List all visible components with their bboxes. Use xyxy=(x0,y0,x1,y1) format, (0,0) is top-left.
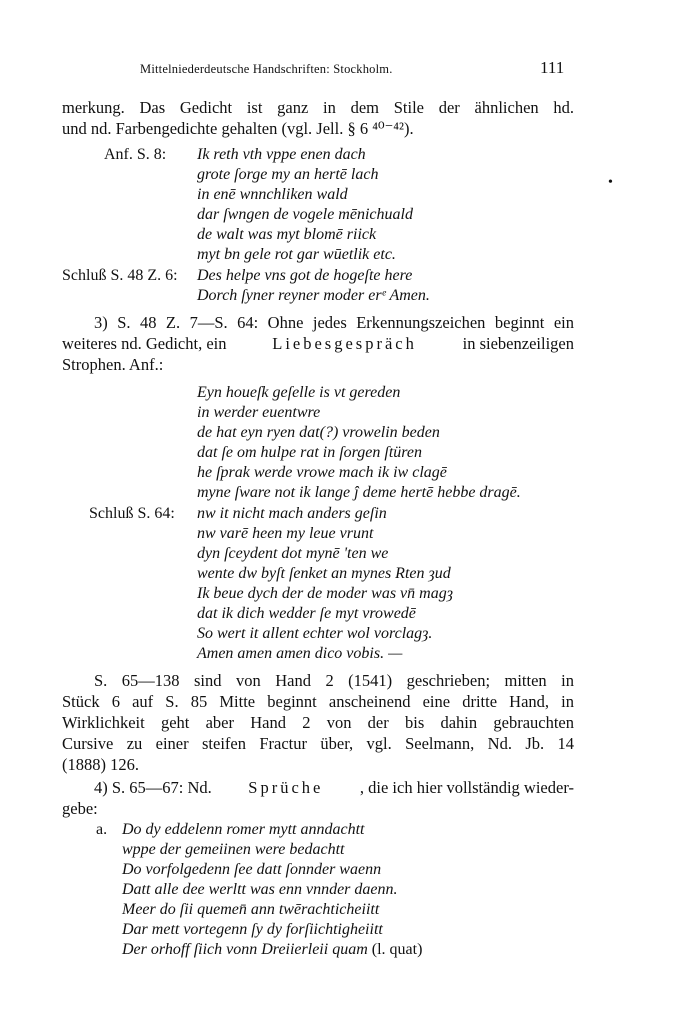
poem-line: dat ſe om hulpe rat in ſorgen ſtüren xyxy=(197,444,423,461)
poem-line: myt bn gele rot gar wūetlik etc. xyxy=(197,246,396,263)
section4-text: 4) S. 65—67: Nd. xyxy=(94,778,212,797)
poem-line: he ſprak werde vrowe mach ik iw clagē xyxy=(197,464,447,481)
intro-line-2: und nd. Farbengedichte gehalten (vgl. Jell. § 6 ⁴⁰⁻⁴²). xyxy=(62,119,414,138)
poem-line: grote ſorge my an hertē lach xyxy=(197,166,379,183)
poem-line: de hat eyn ryen dat(?) vrowelin beden xyxy=(197,424,440,441)
poem-line: Dar mett vortegenn ſy dy forſiichtigheiitt xyxy=(122,921,383,938)
hand-para-line: Wirklichkeit geht aber Hand 2 von der bis dahin gebrauchten xyxy=(62,713,574,732)
poem-line: Amen amen amen dico vobis. — xyxy=(197,645,403,662)
poem-line: nw varē heen my leue vrunt xyxy=(197,525,374,542)
section3-text: weiteres nd. Gedicht, ein xyxy=(62,334,227,353)
poem-line: in werder euentwre xyxy=(197,404,321,421)
poem-line: Datt alle dee werltt was enn vnnder daenn. xyxy=(122,881,398,898)
poem-line: dar ſwngen de vogele mēnichuald xyxy=(197,206,413,223)
poem-line: Ik beue dych der de moder was vn̄ magȝ xyxy=(197,585,453,602)
page-number: 111 xyxy=(540,58,565,77)
poem-line: wente dw byſt ſenket an mynes Rten ȝud xyxy=(197,565,451,582)
poem-line: Do dy eddelenn romer mytt anndachtt xyxy=(122,821,365,838)
poem-last-line xyxy=(122,940,422,960)
poem-line: Des helpe vns got de hogeſte here xyxy=(197,267,413,284)
hand-para-line: Stück 6 auf S. 85 Mitte beginnt anscheinend eine dritte Hand, in xyxy=(62,692,574,711)
intro-line-1: merkung. Das Gedicht ist ganz in dem Stile der ähnlichen hd. xyxy=(62,98,574,117)
poem-line: myne ſware not ik lange ĵ deme hertē hebbe dragē. xyxy=(197,484,521,501)
poem-line: Dorch ſyner reyner moder erᵉ Amen. xyxy=(197,287,430,304)
section3-line-3: Strophen. Anf.: xyxy=(62,355,164,374)
poem-line: wppe der gemeiinen were bedachtt xyxy=(122,841,345,858)
section3-spaced-term: Liebesgespräch xyxy=(272,334,417,353)
running-title: Mittelniederdeutsche Handschriften: Stockholm. xyxy=(140,62,393,76)
section3-line-1: 3) S. 48 Z. 7—S. 64: Ohne jedes Erkennungszeichen beginnt ein xyxy=(94,313,574,332)
poem-line: dat ik dich wedder ſe myt vrowedē xyxy=(197,605,416,622)
section4-text: , die ich hier vollständig wieder- xyxy=(359,778,574,797)
poem-line: Eyn houeſk geſelle is vt gereden xyxy=(197,384,401,401)
poem-line: Ik reth vth vppe enen dach xyxy=(197,146,366,163)
poem-line: Meer do ſii quemen̄ ann twērachticheiitt xyxy=(122,901,380,918)
section3-text: in siebenzeiligen xyxy=(462,334,574,353)
poem-line: nw it nicht mach anders geſin xyxy=(197,505,387,522)
editorial-note: (l. quat) xyxy=(367,941,423,958)
margin-mark: • xyxy=(608,175,613,190)
item-label-a: a. xyxy=(96,821,108,838)
section4-line-2: gebe: xyxy=(62,799,98,818)
section4-spaced-term: Sprüche xyxy=(248,778,324,797)
poem-line: de walt was myt blomē riick xyxy=(197,226,377,243)
poem-line: in enē wnnchliken wald xyxy=(197,186,348,203)
hand-para-line: S. 65—138 sind von Hand 2 (1541) geschrieben; mitten in xyxy=(94,671,574,690)
anf-label: Anf. S. 8: xyxy=(104,146,167,163)
hand-para-line: (1888) 126. xyxy=(62,755,139,774)
poem-line: Der orhoff ſiich vonn Dreiierleii quam xyxy=(122,941,368,958)
section3-line-2 xyxy=(62,334,574,354)
poem-line: Do vorfolgedenn ſee datt ſonnder waenn xyxy=(122,861,382,878)
poem-line: dyn ſceydent dot mynē 'ten we xyxy=(197,545,389,562)
schluss-label: Schluß S. 64: xyxy=(89,505,175,522)
schluss-label: Schluß S. 48 Z. 6: xyxy=(62,267,178,284)
section4-line-1 xyxy=(94,778,574,798)
poem-line: So wert it allent echter wol vorclagȝ. xyxy=(197,625,433,642)
hand-para-line: Cursive zu einer steifen Fractur über, vgl. Seelmann, Nd. Jb. 14 xyxy=(62,734,574,753)
